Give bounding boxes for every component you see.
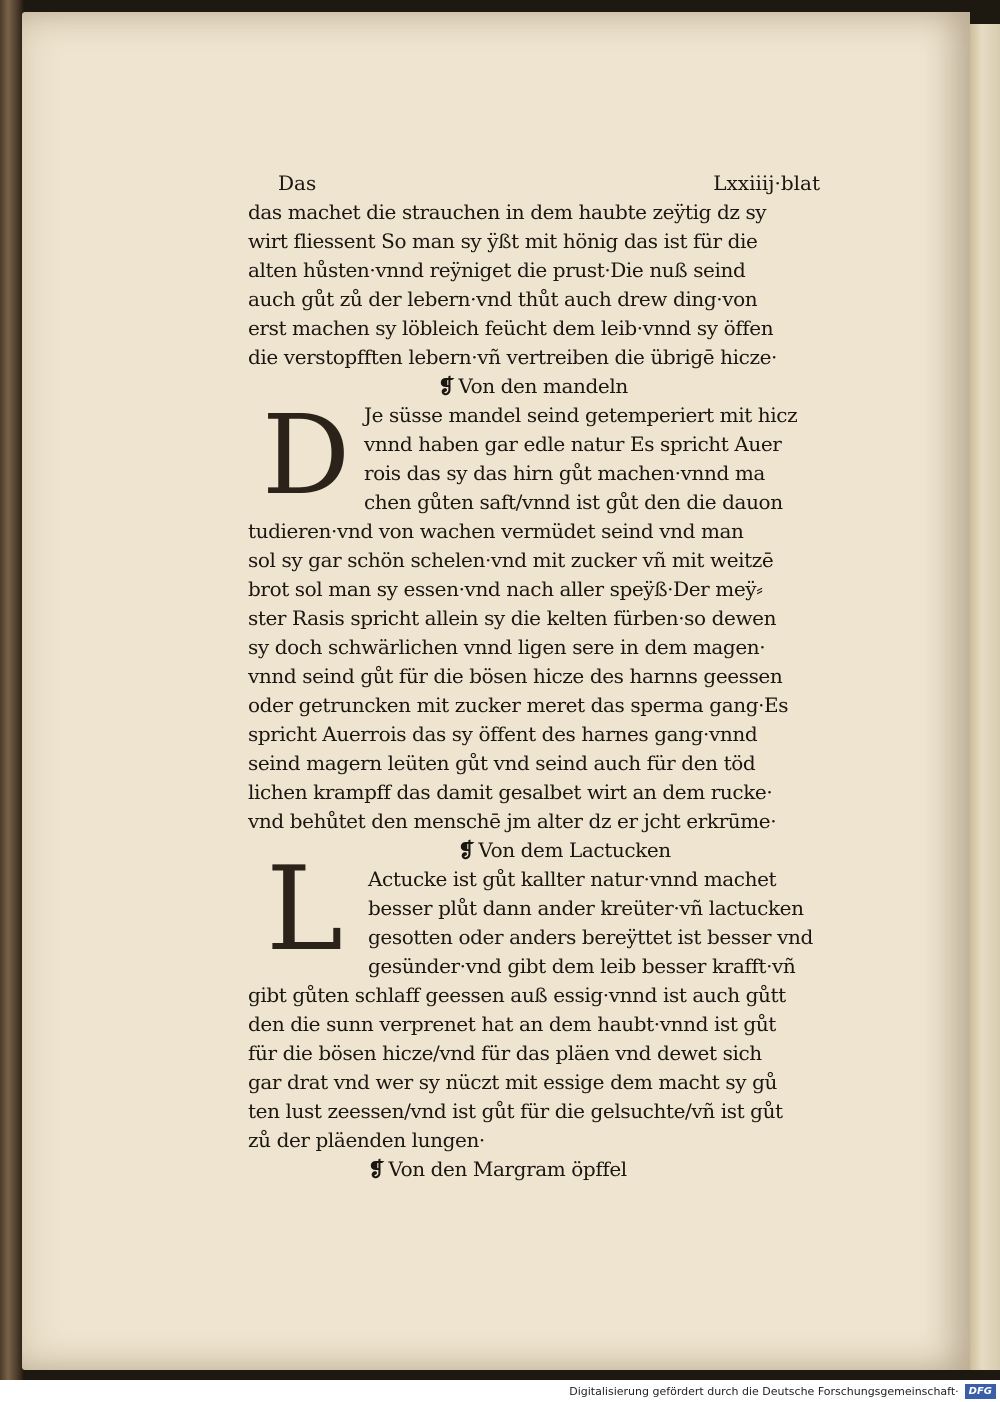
text-line: rois das sy das hirn gůt machen·vnnd ma: [364, 461, 765, 485]
text-line: alten hůsten·vnnd reÿniget die prust·Die nuß seind: [248, 258, 746, 282]
text-line: zů der pläenden lungen·: [248, 1128, 485, 1152]
text-line: gibt gůten schlaff geessen auß essig·vnnd ist auch gůtt: [248, 983, 786, 1007]
text-line: für die bösen hicze/vnd für das pläen vnd dewet sich: [248, 1041, 762, 1065]
text-line: lichen krampff das damit gesalbet wirt an dem rucke·: [248, 780, 773, 804]
text-line: ster Rasis spricht allein sy die kelten fürben·so dewen: [248, 606, 777, 630]
text-line: vnnd haben gar edle natur Es spricht Auer: [364, 432, 782, 456]
section-heading: ❡ Von dem Lactucken: [458, 838, 671, 862]
text-line: sol sy gar schön schelen·vnd mit zucker vñ mit weitzē: [248, 548, 774, 572]
text-line: ten lust zeessen/vnd ist gůt für die gelsuchte/vñ ist gůt: [248, 1099, 783, 1123]
pilcrow-icon: ❡: [368, 1157, 385, 1181]
text-line: brot sol man sy essen·vnd nach aller speÿß·Der meÿ⸗: [248, 577, 763, 601]
text-line: Actucke ist gůt kallter natur·vnnd machet: [368, 867, 777, 891]
running-header: [248, 168, 860, 198]
text-line: den die sunn verprenet hat an dem haubt·vnnd ist gůt: [248, 1012, 776, 1036]
dfg-logo: DFG: [965, 1384, 996, 1399]
folio-number: Lxxiiij·blat: [713, 171, 820, 195]
text-line: besser plůt dann ander kreüter·vñ lactucken: [368, 896, 804, 920]
footer-bar: [0, 1380, 1000, 1402]
text-line: wirt fliessent So man sy ÿßt mit hönig das ist für die: [248, 229, 758, 253]
text-line: tudieren·vnd von wachen vermüdet seind vnd man: [248, 519, 744, 543]
section-heading: ❡ Von den mandeln: [438, 374, 628, 398]
section-heading: ❡ Von den Margram öpffel: [368, 1157, 627, 1181]
text-line: oder getruncken mit zucker meret das sperma gang·Es: [248, 693, 789, 717]
pilcrow-icon: ❡: [438, 374, 455, 398]
header-left: Das: [278, 171, 317, 195]
drop-initial-d: D: [262, 391, 351, 519]
text-line: auch gůt zů der lebern·vnd thůt auch drew ding·von: [248, 287, 758, 311]
text-line: chen gůten saft/vnnd ist gůt den die dauon: [364, 490, 783, 514]
section-paragraph: [248, 391, 860, 836]
text-line: spricht Auerrois das sy öffent des harnes gang·vnnd: [248, 722, 758, 746]
text-line: sy doch schwärlichen vnnd ligen sere in dem magen·: [248, 635, 766, 659]
pilcrow-icon: ❡: [458, 838, 475, 862]
text-line: erst machen sy löbleich feücht dem leib·vnnd sy öffen: [248, 316, 774, 340]
page-text: [248, 168, 860, 1184]
text-line: vnd behůtet den menschē jm alter dz er jcht erkrūme·: [248, 809, 777, 833]
drop-initial-l: L: [266, 842, 344, 977]
text-line: vnnd seind gůt für die bösen hicze des harnns geessen: [248, 664, 783, 688]
section-paragraph: [248, 865, 860, 1155]
text-line: seind magern leüten gůt vnd seind auch für den töd: [248, 751, 756, 775]
text-line: gesünder·vnd gibt dem leib besser krafft·vñ: [368, 954, 796, 978]
body-paragraph: [248, 198, 860, 372]
funding-credit: Digitalisierung gefördert durch die Deutsche Forschungsgemeinschaft·: [569, 1384, 959, 1398]
text-line: die verstopfften lebern·vñ vertreiben die übrigē hicze·: [248, 345, 777, 369]
text-line: gesotten oder anders bereÿttet ist besser vnd: [368, 925, 813, 949]
text-line: Je süsse mandel seind getemperiert mit hicz: [364, 403, 798, 427]
text-line: das machet die strauchen in dem haubte zeÿtig dz sy: [248, 200, 767, 224]
text-line: gar drat vnd wer sy nüczt mit essige dem macht sy gů: [248, 1070, 777, 1094]
